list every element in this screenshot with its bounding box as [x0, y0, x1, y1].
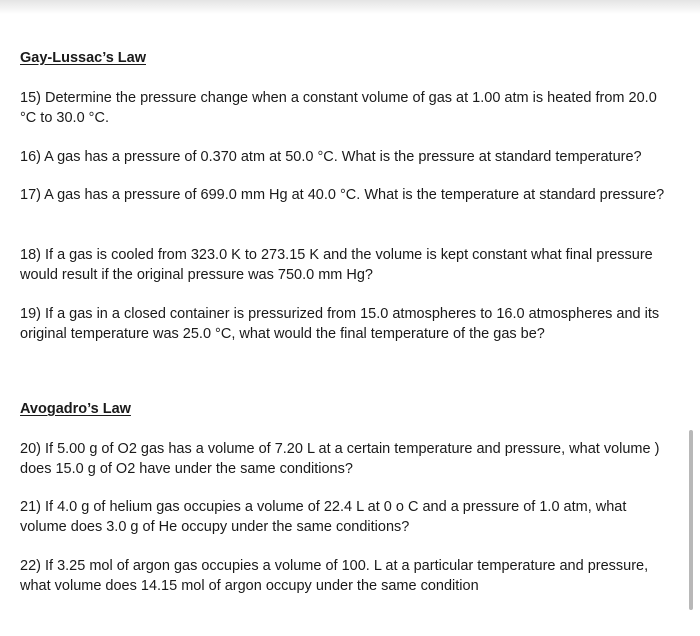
question-21: 21) If 4.0 g of helium gas occupies a volume of 22.4 L at 0 o C and a pressure of 1.0 atm, what volume does 3.0 g of He occupy under the same conditions? — [20, 499, 627, 535]
top-shadow — [0, 0, 700, 14]
question-22: 22) If 3.25 mol of argon gas occupies a volume of 100. L at a particular temperature and pressure, what volume does 14.15 mol of argon occupy under the same condition — [20, 558, 649, 594]
section-heading-avogadro: Avogadro’s Law — [20, 401, 131, 417]
vertical-scrollbar[interactable] — [689, 430, 693, 610]
question-20: 20) If 5.00 g of O2 gas has a volume of 7.20 L at a certain temperature and pressure, what volume ) does 15.0 g of O2 have under the same conditions? — [20, 441, 660, 477]
section-heading-gay-lussac: Gay-Lussac’s Law — [20, 50, 146, 66]
question-16: 16) A gas has a pressure of 0.370 atm at 50.0 °C. What is the pressure at standard temperature? — [20, 149, 642, 165]
question-15: 15) Determine the pressure change when a constant volume of gas at 1.00 atm is heated from 20.0 °C to 30.0 °C. — [20, 90, 657, 126]
question-18: 18) If a gas is cooled from 323.0 K to 273.15 K and the volume is kept constant what final pressure would result if the original pressure was 750.0 mm Hg? — [20, 247, 653, 283]
question-17: 17) A gas has a pressure of 699.0 mm Hg at 40.0 °C. What is the temperature at standard pressure? — [20, 187, 665, 203]
question-19: 19) If a gas in a closed container is pressurized from 15.0 atmospheres to 16.0 atmospheres and its original temperature was 25.0 °C, what would the final temperature of the gas be? — [20, 306, 660, 342]
